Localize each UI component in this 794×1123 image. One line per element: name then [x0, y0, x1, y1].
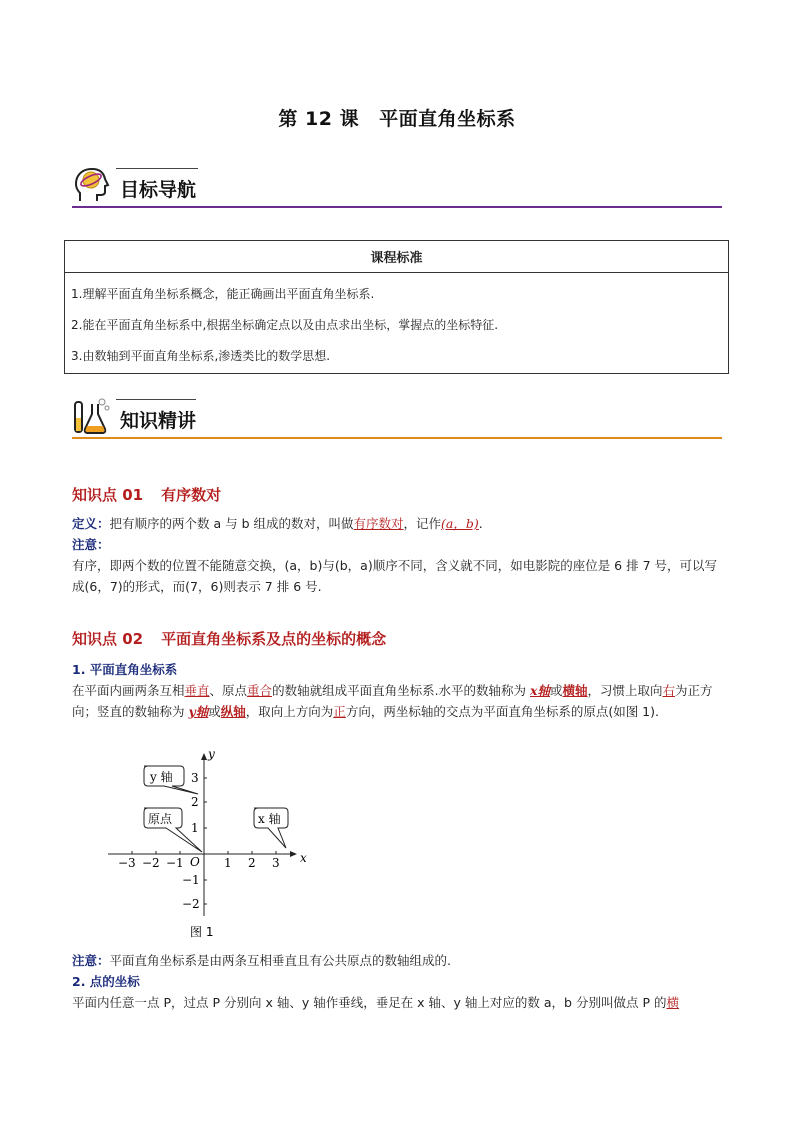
svg-text:原点: 原点: [148, 812, 173, 826]
section-goal-header: [72, 166, 722, 208]
x-tick-label: 2: [248, 856, 256, 870]
figure-caption: 图 1: [190, 925, 214, 939]
y-tick-label: 3: [191, 771, 199, 785]
standard-header: 课程标准: [65, 241, 729, 273]
standard-item: 3.由数轴到平面直角坐标系,渗透类比的数学思想.: [71, 349, 331, 363]
kp2-note: 注意：平面直角坐标系是由两条互相垂直且有公共原点的数轴组成的.: [72, 953, 451, 968]
x-tick-label: −1: [166, 856, 184, 870]
kp2-sub1: 1. 平面直角坐标系: [72, 662, 178, 677]
kp2-sub2: 2. 点的坐标: [72, 974, 140, 989]
section-knowledge-header: [72, 397, 722, 439]
kp1-def-term: 有序数对: [353, 516, 404, 531]
lesson-number: 第 12 课: [278, 108, 360, 130]
y-tick-label: 1: [191, 821, 199, 835]
section-goal-title: 目标导航: [120, 179, 197, 201]
x-tick-label: −3: [118, 856, 136, 870]
kp1-note-body: 有序，即两个数的位置不能随意交换，(a，b)与(b，a)顺序不同，含义就不同，如电影院的座位是 6 排 7 号，可以写成(6，7)的形式，而(7，6)则表示 7 排 6 号.: [72, 558, 717, 594]
kp2-heading: [72, 628, 386, 649]
kp2-name: 平面直角坐标系及点的坐标的概念: [161, 630, 387, 648]
kp1-definition: 定义：把有顺序的两个数 a 与 b 组成的数对，叫做有序数对，记作(a，b).: [72, 516, 483, 531]
kp1-number: 知识点 01: [72, 486, 144, 504]
svg-text:x 轴: x 轴: [258, 812, 281, 826]
x-tick-label: 3: [272, 856, 280, 870]
kp1-def-label: 定义：: [72, 516, 110, 531]
standard-items: [65, 273, 729, 374]
coordinate-figure: [100, 744, 320, 944]
kp1-name: 有序数对: [161, 486, 222, 504]
standard-item: 1.理解平面直角坐标系概念，能正确画出平面直角坐标系.: [71, 287, 375, 301]
kp1-def-notation: (a，b): [441, 516, 479, 531]
x-tick-label: −2: [142, 856, 160, 870]
x-axis-label: x: [300, 851, 307, 865]
kp1-note-label: 注意：: [72, 537, 110, 552]
callout-x-axis: [254, 808, 288, 848]
kp1-heading: [72, 484, 221, 505]
callout-y-axis: [144, 766, 198, 794]
standard-item: 2.能在平面直角坐标系中,根据坐标确定点以及由点求出坐标，掌握点的坐标特征.: [71, 318, 499, 332]
kp2-paragraph2: 平面内任意一点 P，过点 P 分别向 x 轴、y 轴作垂线，垂足在 x 轴、y 轴上对应的数 a，b 分别叫做点 P 的横: [72, 995, 679, 1010]
svg-text:y 轴: y 轴: [150, 770, 173, 784]
course-standard-table: [64, 240, 729, 374]
y-axis-label: y: [208, 747, 215, 761]
page-title: [0, 104, 794, 131]
y-tick-label: 2: [191, 795, 199, 809]
kp2-number: 知识点 02: [72, 630, 144, 648]
lab-flask-icon: [72, 396, 112, 436]
section-knowledge-title: 知识精讲: [120, 410, 197, 432]
kp2-paragraph1: 在平面内画两条互相垂直、原点重合的数轴就组成平面直角坐标系.水平的数轴称为 x轴或横轴，习惯上取向右为正方向；竖直的数轴称为 y轴或纵轴，取向上方向为正方向，两坐标轴的交点为平面直角坐标系的原点(如图 1).: [72, 683, 713, 719]
y-tick-label: −2: [182, 897, 200, 911]
lesson-topic: 平面直角坐标系: [379, 108, 516, 130]
y-tick-label: −1: [182, 873, 200, 887]
origin-label: O: [190, 855, 200, 869]
brain-head-icon: [72, 165, 112, 205]
x-tick-label: 1: [224, 856, 232, 870]
